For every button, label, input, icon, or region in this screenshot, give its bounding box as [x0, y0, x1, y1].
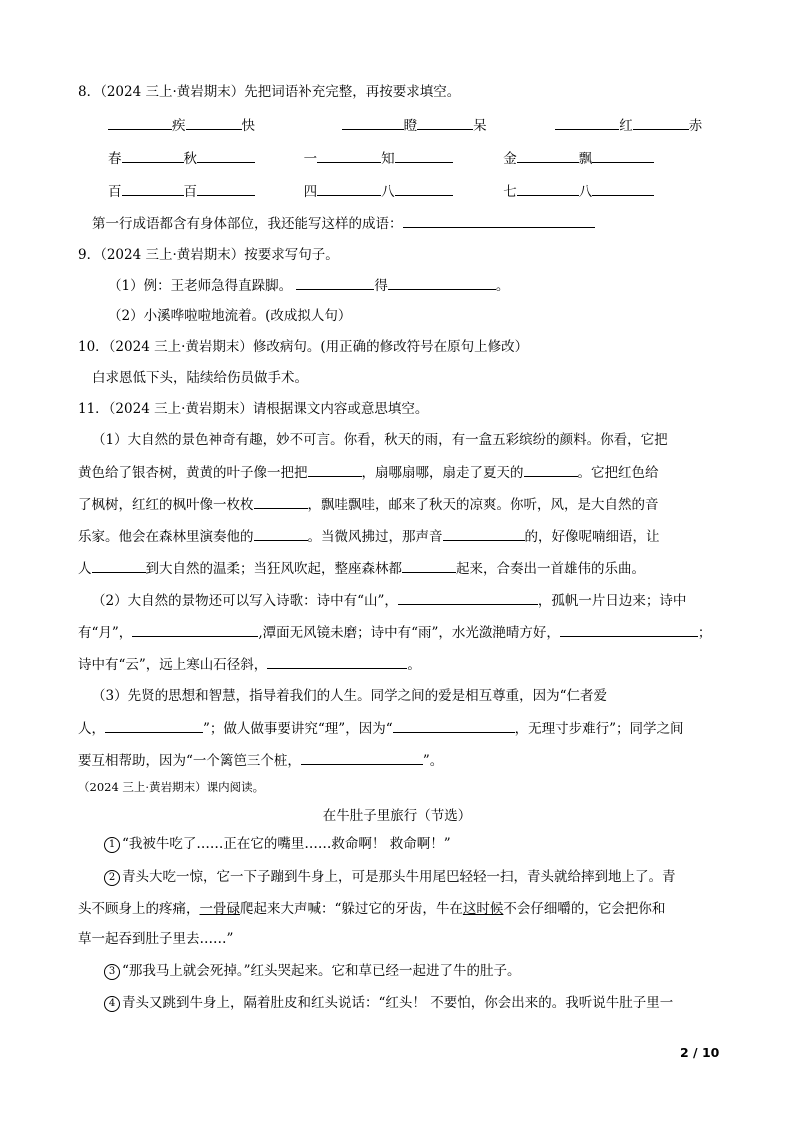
q10-sentence: 白求恩低下头，陆续给伤员做手术。	[92, 370, 308, 386]
paragraph-number: 4	[104, 996, 120, 1012]
idiom-row-3: 百 百 四 八 七 八	[108, 181, 654, 202]
question-8-head: 8．（2024 三上·黄岩期末）先把词语补充完整，再按要求填空。	[78, 84, 461, 100]
reading-head: （2024 三上·黄岩期末）课内阅读。	[78, 780, 265, 794]
q11-p1-line-2: 黄色给了银杏树，黄黄的叶子像一把把 ，扇哪扇哪，扇走了夏天的 。它把红色给	[78, 462, 659, 483]
paragraph-3: 3 “那我马上就会死掉。”红头哭起来。它和草已经一起进了牛的肚子。	[104, 961, 521, 981]
question-11-head: 11．（2024 三上·黄岩期末）请根据课文内容或意思填空。	[78, 401, 429, 417]
passage-title: 在牛肚子里旅行（节选）	[322, 808, 472, 824]
idiom-row-1: 疾 快 瞪 呆 红 赤	[108, 115, 702, 136]
question-10-head: 10．（2024 三上·黄岩期末）修改病句。(用正确的修改符号在原句上修改）	[78, 339, 529, 355]
idiom-body-part-line: 第一行成语都含有身体部位，我还能写这样的成语：	[92, 213, 595, 234]
idiom-row-2: 春 秋 一 知 金 飘	[108, 148, 654, 169]
q9-sentence-2: （2）小溪哗啦啦地流着。(改成拟人句）	[108, 308, 352, 324]
q11-p3-line-1: （3）先贤的思想和智慧，指导着我们的人生。同学之间的爱是相互尊重，因为“仁者爱	[92, 688, 607, 704]
paragraph-number: 3	[104, 964, 120, 980]
q9-sentence-1: （1）例：王老师急得直跺脚。 得 。	[108, 275, 509, 296]
question-9-head: 9．（2024 三上·黄岩期末）按要求写句子。	[78, 247, 339, 263]
page-number: 2 / 10	[680, 1045, 720, 1060]
paragraph-4: 4 青头又跳到牛身上，隔着肚皮和红头说话：“红头！ 不要怕，你会出来的。我听说牛肚子里一	[104, 993, 673, 1013]
q11-p1-line-3: 了枫树，红红的枫叶像一枚枚 ，飘哇飘哇，邮来了秋天的凉爽。你听，风，是大自然的音	[78, 494, 659, 515]
paragraph-2-line-2: 头不顾身上的疼痛，一骨碌爬起来大声喊：“躲过它的牙齿，牛在这时候不会仔细嚼的，它会把你和	[78, 901, 666, 917]
q11-p3-line-2: 人， ”；做人做事要讲究“理”，因为“ ，无理寸步难行”；同学之间	[78, 718, 684, 739]
paragraph-2-line-3: 草一起吞到肚子里去……”	[78, 931, 234, 947]
paragraph-2-line-1: 2 青头大吃一惊，它一下子蹦到牛身上，可是那头牛用尾巴轻轻一扫，青头就给摔到地上了。青	[104, 867, 676, 887]
paragraph-number: 1	[104, 837, 120, 853]
q11-p2-line-3: 诗中有“云”，远上寒山石径斜， 。	[78, 654, 421, 675]
q11-p1-line-1: （1）大自然的景色神奇有趣，妙不可言。你看，秋天的雨，有一盒五彩缤纷的颜料。你看，它把	[92, 432, 668, 448]
q11-p2-line-2: 有“月”， ,潭面无风镜未磨；诗中有“雨”，水光潋滟晴方好， ；	[78, 622, 711, 643]
q11-p2-line-1: （2）大自然的景物还可以写入诗歌：诗中有“山”， ，孤帆一片日边来；诗中	[92, 590, 686, 611]
q11-p3-line-3: 要互相帮助，因为“一个篱笆三个桩， ”。	[78, 750, 443, 771]
paragraph-number: 2	[104, 870, 120, 886]
q11-p1-line-4: 乐家。他会在森林里演奏他的 。当微风拂过，那声音 的，好像呢喃细语，让	[78, 526, 660, 547]
paragraph-1: 1 “我被牛吃了……正在它的嘴里……救命啊！ 救命啊！”	[104, 834, 451, 854]
q11-p1-line-5: 人 到大自然的温柔；当狂风吹起，整座森林都 起来，合奏出一首雄伟的乐曲。	[78, 558, 645, 579]
